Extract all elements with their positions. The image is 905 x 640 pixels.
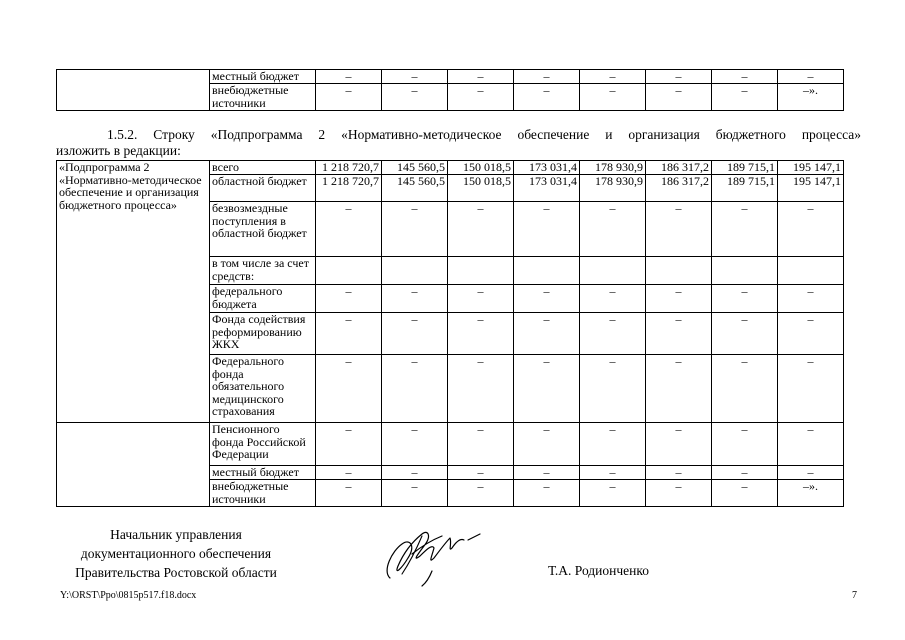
value-cell: –». <box>778 84 844 111</box>
value-cell: – <box>514 355 580 423</box>
row-label: местный бюджет <box>210 466 316 480</box>
value-cell: 186 317,2 <box>646 175 712 202</box>
signatory-line: Начальник управления <box>110 527 242 542</box>
value-cell: – <box>646 466 712 480</box>
value-cell: – <box>316 466 382 480</box>
value-cell: – <box>778 355 844 423</box>
subprogram-table <box>56 160 844 507</box>
value-cell: – <box>514 466 580 480</box>
value-cell: – <box>514 202 580 257</box>
subprogram-title-cell: «Подпрограмма 2 «Нормативно-методическое обеспечение и организация бюджетного процесса» <box>57 161 210 423</box>
value-cell: – <box>580 84 646 111</box>
value-cell: – <box>580 285 646 313</box>
value-cell: – <box>712 355 778 423</box>
value-cell: – <box>712 202 778 257</box>
value-cell: – <box>514 285 580 313</box>
value-cell: – <box>448 202 514 257</box>
table-body <box>57 161 844 507</box>
value-cell: – <box>382 355 448 423</box>
value-cell: – <box>382 285 448 313</box>
value-cell: – <box>580 466 646 480</box>
signatory-line: документационного обеспечения <box>80 546 272 561</box>
value-cell: 195 147,1 <box>778 175 844 202</box>
signatory-title <box>60 525 292 582</box>
row-label: областной бюджет <box>210 175 316 202</box>
row-label: всего <box>210 161 316 175</box>
signatory-name: Т.А. Родионченко <box>548 563 649 578</box>
value-cell <box>514 257 580 285</box>
paragraph-line: изложить в редакции: <box>56 143 181 158</box>
value-cell: – <box>316 423 382 466</box>
value-cell: – <box>382 313 448 355</box>
value-cell <box>646 257 712 285</box>
file-path: Y:\ORST\Ppo\0815p517.f18.docx <box>60 590 197 601</box>
row-label: внебюджетные источники <box>210 480 316 507</box>
value-cell: – <box>448 466 514 480</box>
value-cell <box>778 257 844 285</box>
table-row <box>57 161 844 175</box>
value-cell: 173 031,4 <box>514 161 580 175</box>
value-cell: –». <box>778 480 844 507</box>
value-cell: – <box>514 84 580 111</box>
table-row <box>57 70 844 84</box>
value-cell: – <box>646 202 712 257</box>
page-number: 7 <box>852 590 857 601</box>
value-cell: 186 317,2 <box>646 161 712 175</box>
value-cell: – <box>580 313 646 355</box>
value-cell: – <box>778 466 844 480</box>
value-cell: 145 560,5 <box>382 175 448 202</box>
value-cell: – <box>778 202 844 257</box>
row-label: Федерального фонда обязательного медицинского страхования <box>210 355 316 423</box>
handwritten-signature <box>372 516 487 591</box>
value-cell <box>382 257 448 285</box>
value-cell: – <box>778 70 844 84</box>
value-cell <box>448 257 514 285</box>
table-row <box>57 423 844 466</box>
value-cell: – <box>382 202 448 257</box>
value-cell: – <box>448 355 514 423</box>
value-cell: – <box>580 202 646 257</box>
value-cell: 1 218 720,7 <box>316 175 382 202</box>
row-label: местный бюджет <box>210 70 316 84</box>
value-cell: 178 930,9 <box>580 175 646 202</box>
value-cell: – <box>382 84 448 111</box>
value-cell: – <box>382 480 448 507</box>
value-cell: – <box>712 423 778 466</box>
value-cell <box>580 257 646 285</box>
value-cell: – <box>580 355 646 423</box>
value-cell: – <box>448 70 514 84</box>
value-cell: – <box>580 480 646 507</box>
value-cell: – <box>382 466 448 480</box>
value-cell: 178 930,9 <box>580 161 646 175</box>
paragraph-line: 1.5.2. Строку «Подпрограмма 2 «Нормативно-методическое обеспечение и организация бюджетного процесса» <box>107 127 861 142</box>
value-cell <box>712 257 778 285</box>
value-cell: 145 560,5 <box>382 161 448 175</box>
value-cell: – <box>712 313 778 355</box>
value-cell: – <box>712 70 778 84</box>
empty-cell <box>57 423 210 507</box>
value-cell: – <box>712 466 778 480</box>
value-cell: – <box>316 355 382 423</box>
value-cell: – <box>712 285 778 313</box>
value-cell: – <box>778 423 844 466</box>
value-cell: – <box>448 313 514 355</box>
value-cell: 189 715,1 <box>712 161 778 175</box>
value-cell: – <box>712 480 778 507</box>
value-cell: – <box>646 480 712 507</box>
value-cell <box>316 257 382 285</box>
value-cell: – <box>382 70 448 84</box>
value-cell: – <box>316 480 382 507</box>
value-cell: – <box>514 423 580 466</box>
row-label: федерального бюджета <box>210 285 316 313</box>
value-cell: – <box>448 84 514 111</box>
value-cell: 150 018,5 <box>448 161 514 175</box>
value-cell: – <box>580 70 646 84</box>
value-cell: – <box>316 70 382 84</box>
row-label: безвозмездные поступления в областной бюджет <box>210 202 316 257</box>
value-cell: – <box>514 70 580 84</box>
value-cell: – <box>316 313 382 355</box>
value-cell: – <box>448 480 514 507</box>
value-cell: 150 018,5 <box>448 175 514 202</box>
value-cell: – <box>646 423 712 466</box>
value-cell: 189 715,1 <box>712 175 778 202</box>
value-cell: – <box>646 355 712 423</box>
value-cell: 173 031,4 <box>514 175 580 202</box>
row-label: внебюджетные источники <box>210 84 316 111</box>
value-cell: – <box>316 285 382 313</box>
value-cell: – <box>382 423 448 466</box>
value-cell: – <box>448 423 514 466</box>
row-label: Фонда содействия реформированию ЖКХ <box>210 313 316 355</box>
value-cell: 195 147,1 <box>778 161 844 175</box>
value-cell: – <box>514 313 580 355</box>
value-cell: – <box>316 202 382 257</box>
value-cell: – <box>580 423 646 466</box>
value-cell: – <box>448 285 514 313</box>
value-cell: – <box>646 313 712 355</box>
table-continuation <box>56 69 844 111</box>
value-cell: – <box>712 84 778 111</box>
row-label: Пенсионного фонда Российской Федерации <box>210 423 316 466</box>
value-cell: – <box>646 70 712 84</box>
empty-cell <box>57 70 210 111</box>
value-cell: – <box>514 480 580 507</box>
value-cell: – <box>778 313 844 355</box>
value-cell: – <box>646 285 712 313</box>
row-label: в том числе за счет средств: <box>210 257 316 285</box>
value-cell: 1 218 720,7 <box>316 161 382 175</box>
value-cell: – <box>778 285 844 313</box>
signatory-line: Правительства Ростовской области <box>75 565 277 580</box>
value-cell: – <box>646 84 712 111</box>
value-cell: – <box>316 84 382 111</box>
